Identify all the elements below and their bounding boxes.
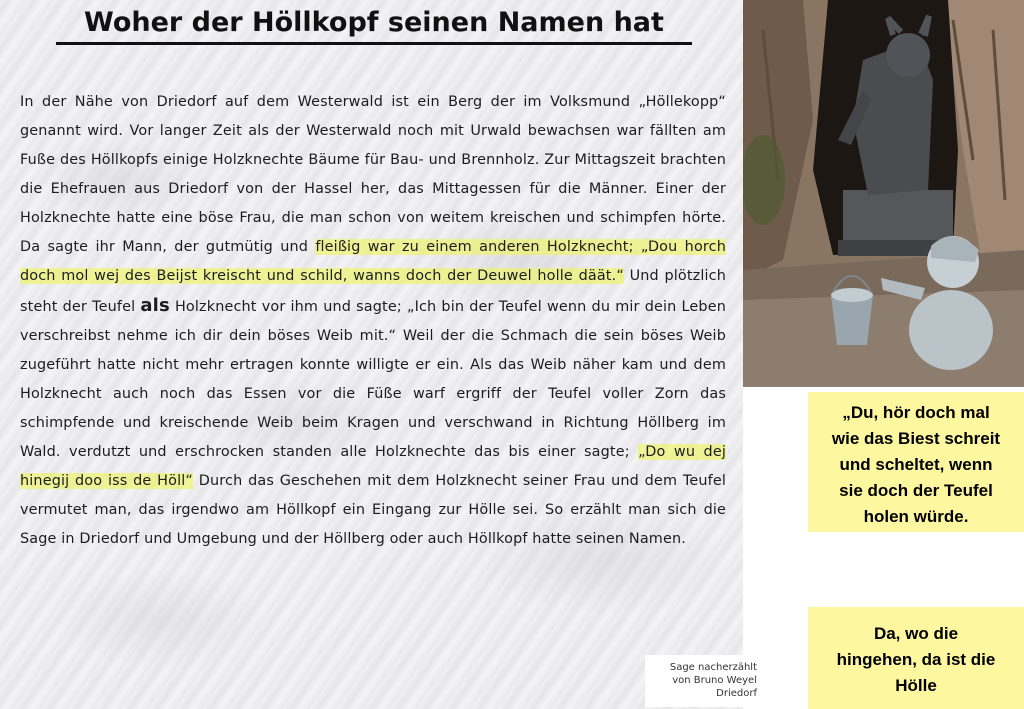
caption-line: und scheltet, wenn bbox=[839, 455, 993, 474]
caption-line: Da, wo die bbox=[873, 624, 959, 643]
figurine-photo bbox=[743, 0, 1024, 387]
caption-translation-1 bbox=[808, 392, 1024, 532]
caption-line: holen würde. bbox=[863, 507, 969, 526]
credit-line: von Bruno Weyel bbox=[672, 675, 757, 686]
story-part-1: In der Nähe von Driedorf auf dem Westerwald ist ein Berg der im Volksmund „Höllekopp“ genannt wird. Vor langer Zeit als der Westerwald noch mit Urwald bewachsen war fällten am Fuße des Höllkopfs einige Holzknechte Bäume für Bau- und Brennholz. Zur Mittagszeit brachten die Ehefrauen aus Driedorf von der Hassel her, das Mittagessen für die Männer. Einer der Holzknechte hatte eine böse Frau, die man schon von weitem kreischen und schimpfen hörte. Da sagte ihr Mann, der gutmütig und bbox=[20, 94, 726, 255]
figurine-illustration bbox=[743, 0, 1024, 387]
caption-line: sie doch der Teufel bbox=[839, 481, 993, 500]
credit-box bbox=[645, 655, 763, 707]
story-part-2: Und plötzlich steht der Teufel bbox=[20, 268, 726, 315]
story-text bbox=[20, 88, 726, 554]
story-part-4: Durch das Geschehen mit dem Holzknecht seiner Frau und dem Teufel vermutet man, das irgendwo am Höllkopf ein Eingang zur Hölle sei. So erzählt man sich die Sage in Driedorf und Umgebung und der Höllberg oder auch Höllkopf hatte seinen Namen. bbox=[20, 473, 726, 547]
quote-highlight-1: fleißig war zu einem anderen Holzknecht; „Dou horch doch mol wej des Beijst kreischt und schild, wanns doch der Deuwel holle däät.“ bbox=[20, 239, 726, 284]
credit-line: Sage nacherzählt bbox=[669, 662, 757, 673]
quote-highlight-2: „Do wu dej hinegij doo iss de Höll“ bbox=[20, 444, 726, 489]
credit-line: Driedorf bbox=[716, 688, 757, 699]
caption-line: „Du, hör doch mal bbox=[842, 403, 990, 422]
page-title: Woher der Höllkopf seinen Namen hat bbox=[84, 7, 664, 38]
word-als: als bbox=[140, 295, 170, 316]
title-underline bbox=[56, 42, 692, 45]
story-part-3: Holzknecht vor ihm und sagte; „Ich bin der Teufel wenn du mir dein Leben verschreibst nehme ich dir dein böses Weib mit.“ Weil der die Schmach die sein böses Weib zugeführt hatte nicht mehr ertragen konnte willigte er ein. Als das Weib näher kam und dem Holzknecht auch noch das Essen vor die Füße warf ergriff der Teufel voller Zorn das schimpfende und kreischende Weib beim Kragen und verschwand in Richtung Höllberg im Wald. verdutzt und erschrocken standen alle Holzknechte das bis einer sagte; bbox=[20, 299, 726, 460]
caption-line: Hölle bbox=[895, 676, 937, 695]
caption-line: wie das Biest schreit bbox=[831, 429, 1001, 448]
caption-line: hingehen, da ist die bbox=[836, 650, 996, 669]
caption-translation-2 bbox=[808, 607, 1024, 709]
